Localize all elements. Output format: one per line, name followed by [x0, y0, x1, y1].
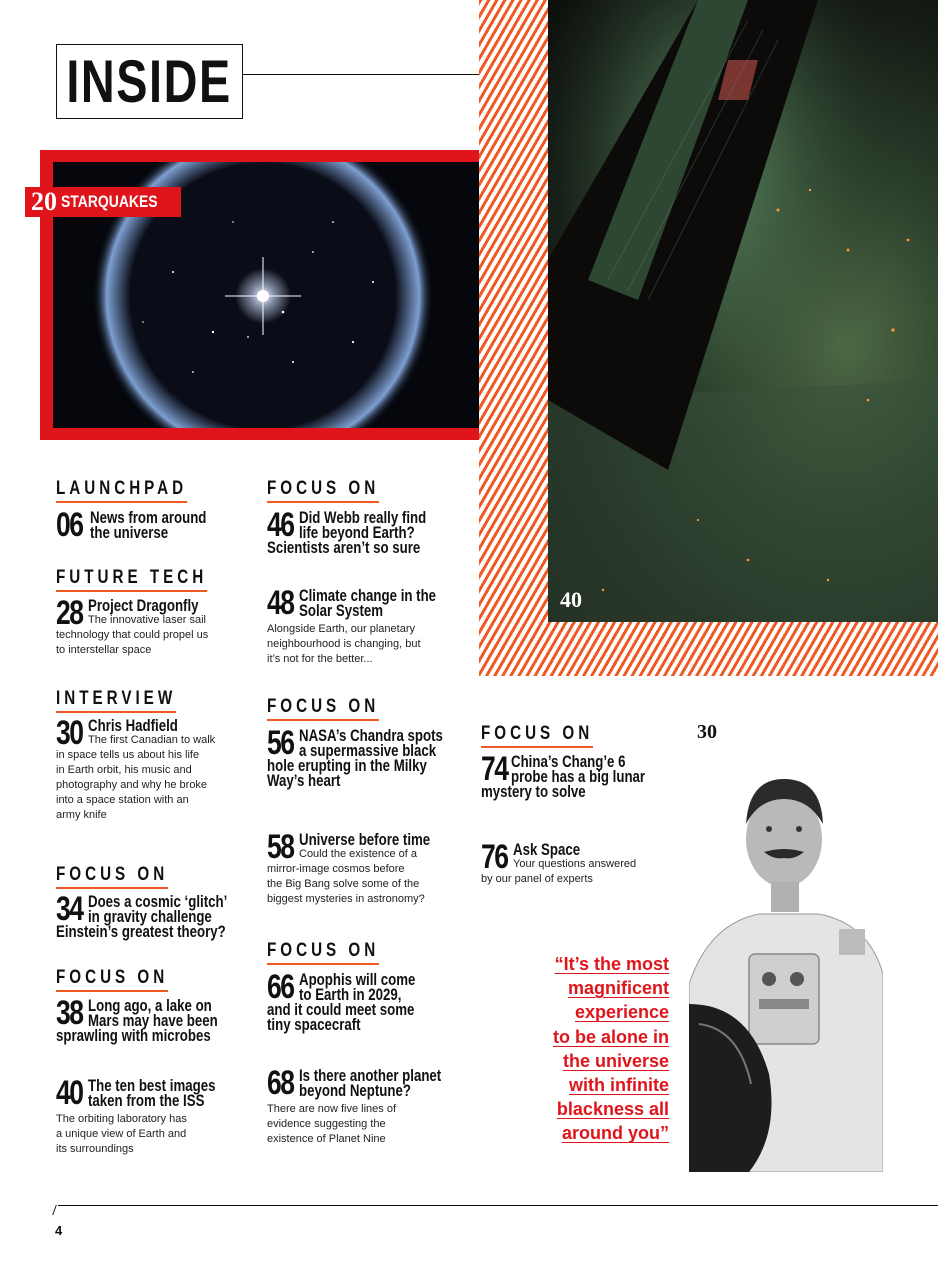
focus56-entry[interactable] [267, 724, 467, 790]
quote-line2: magnificent [567, 978, 669, 999]
item40-desc-line2: a unique view of Earth and [56, 1128, 187, 1140]
interview-desc-line6: army knife [56, 809, 107, 821]
item58-desc-line4: biggest mysteries in astronomy? [267, 893, 425, 905]
starquakes-number: 20 [31, 187, 57, 216]
launchpad-title-line2: the universe [90, 523, 169, 542]
future-tech-entry[interactable] [56, 594, 251, 658]
focus34-title-line2: in gravity challenge [88, 907, 212, 926]
item40-desc-line3: its surroundings [56, 1143, 134, 1155]
item58-desc-line3: the Big Bang solve some of the [267, 878, 420, 890]
focus66-section [267, 940, 407, 965]
launchpad-title-line1: News from around [90, 508, 207, 527]
interview-section [56, 688, 206, 713]
focus66-entry[interactable] [267, 968, 467, 1034]
quote-line8: around you” [562, 1123, 669, 1144]
item40-number: 40 [56, 1074, 83, 1112]
focus38-entry[interactable] [56, 994, 256, 1045]
pull-quote [503, 952, 669, 1146]
item68-title-line2: beyond Neptune? [299, 1081, 411, 1100]
focus56-heading: FOCUS ON [267, 696, 379, 721]
quote-line1: “It’s the most [554, 954, 669, 974]
focus66-title-line3: and it could meet some [267, 1000, 415, 1019]
focus74-title-line1: China’s Chang’e 6 [511, 752, 626, 771]
item58-number: 58 [267, 828, 294, 866]
interview-entry[interactable] [56, 714, 251, 823]
focus74-heading: FOCUS ON [481, 723, 593, 748]
focus74-title-line3: mystery to solve [481, 782, 586, 801]
interview-heading: INTERVIEW [56, 688, 176, 713]
interview-desc-line2: in space tells us about his life [56, 749, 200, 761]
iss-page-number: 40 [560, 587, 582, 612]
focus66-number: 66 [267, 968, 294, 1006]
item58-title: Universe before time [299, 830, 431, 849]
item48-entry[interactable] [267, 584, 467, 667]
focus56-title-line1: NASA’s Chandra spots [299, 726, 443, 745]
focus38-section [56, 967, 196, 992]
future-tech-desc-line1: The innovative laser sail [88, 614, 207, 626]
focus34-heading: FOCUS ON [56, 864, 168, 889]
item68-desc-line1: There are now five lines of [267, 1103, 397, 1115]
focus46-number: 46 [267, 506, 294, 544]
focus34-title-line1: Does a cosmic ‘glitch’ [88, 892, 228, 911]
starquakes-tag[interactable] [25, 187, 181, 217]
item48-title-line2: Solar System [299, 601, 384, 620]
interview-desc-line4: photography and why he broke [56, 779, 208, 791]
item68-entry[interactable] [267, 1064, 467, 1147]
focus74-entry[interactable] [481, 750, 671, 801]
item40-title-line1: The ten best images [88, 1076, 216, 1095]
focus66-heading: FOCUS ON [267, 940, 379, 965]
focus38-heading: FOCUS ON [56, 967, 168, 992]
item58-desc-line2: mirror-image cosmos before [267, 863, 405, 875]
focus38-title-line3: sprawling with microbes [56, 1026, 211, 1045]
item76-number: 76 [481, 838, 508, 876]
focus34-section [56, 864, 196, 889]
future-tech-section [56, 567, 245, 592]
focus38-number: 38 [56, 994, 83, 1032]
launchpad-number: 06 [56, 506, 83, 544]
focus66-title-line4: tiny spacecraft [267, 1015, 361, 1034]
page-title: INSIDE [66, 47, 233, 115]
astronaut-page-number: 30 [697, 721, 717, 743]
future-tech-desc-line2: technology that could propel us [56, 629, 209, 641]
item76-title: Ask Space [513, 840, 581, 859]
item58-entry[interactable] [267, 828, 467, 907]
item48-desc-line3: it’s not for the better... [267, 653, 373, 665]
item48-title-line1: Climate change in the [299, 586, 437, 605]
item68-title-line1: Is there another planet [299, 1066, 442, 1085]
launchpad-section [56, 478, 220, 503]
page-title-box [56, 44, 243, 119]
footer-tick [52, 1205, 57, 1215]
item76-entry[interactable] [481, 838, 671, 887]
future-tech-number: 28 [56, 594, 83, 632]
focus46-entry[interactable] [267, 506, 467, 557]
quote-line6: with infinite [569, 1075, 669, 1096]
item76-desc-line2: by our panel of experts [481, 873, 593, 885]
focus56-section [267, 696, 407, 721]
launchpad-entry[interactable] [56, 506, 256, 544]
focus34-number: 34 [56, 890, 83, 928]
focus56-number: 56 [267, 724, 294, 762]
iss-photo[interactable] [548, 0, 938, 622]
item40-entry[interactable] [56, 1074, 256, 1157]
focus66-title-line1: Apophis will come [299, 970, 416, 989]
focus56-title-line3: hole erupting in the Milky [267, 756, 427, 775]
focus34-title-line3: Einstein’s greatest theory? [56, 922, 226, 941]
item40-desc-line1: The orbiting laboratory has [56, 1113, 187, 1125]
item76-desc-line1: Your questions answered [513, 858, 637, 870]
item48-number: 48 [267, 584, 294, 622]
focus56-title-line4: Way’s heart [267, 771, 341, 790]
interview-number: 30 [56, 714, 83, 752]
focus74-section [481, 723, 621, 748]
future-tech-heading: FUTURE TECH [56, 567, 207, 592]
interview-desc-line5: into a space station with an [56, 794, 189, 806]
focus46-title-line1: Did Webb really find [299, 508, 427, 527]
focus34-entry[interactable] [56, 890, 256, 941]
focus74-number: 74 [481, 750, 508, 788]
item68-desc-line3: existence of Planet Nine [267, 1133, 386, 1145]
quote-line4: to be alone in [552, 1026, 669, 1047]
focus46-heading: FOCUS ON [267, 478, 379, 503]
focus66-title-line2: to Earth in 2029, [299, 985, 402, 1004]
focus46-title-line2: life beyond Earth? [299, 523, 415, 542]
interview-desc-line1: The first Canadian to walk [88, 734, 216, 746]
focus46-title-line3: Scientists aren’t so sure [267, 538, 421, 557]
quote-line3: experience [574, 1002, 669, 1023]
item48-desc-line2: neighbourhood is changing, but [267, 638, 421, 650]
item48-desc-line1: Alongside Earth, our planetary [267, 623, 415, 635]
footer-rule [58, 1205, 938, 1206]
item40-title-line2: taken from the ISS [88, 1091, 205, 1110]
item68-number: 68 [267, 1064, 294, 1102]
focus74-title-line2: probe has a big lunar [511, 767, 646, 786]
focus38-title-line1: Long ago, a lake on [88, 996, 212, 1015]
interview-title: Chris Hadfield [88, 716, 178, 735]
future-tech-desc-line3: to interstellar space [56, 644, 152, 656]
item58-desc-line1: Could the existence of a [299, 848, 418, 860]
quote-line7: blackness all [556, 1099, 669, 1120]
quote-line5: the universe [562, 1050, 669, 1071]
focus46-section [267, 478, 407, 503]
page-number: 4 [55, 1223, 63, 1238]
starquakes-title: STARQUAKES [61, 192, 158, 211]
astronaut-photo[interactable] [689, 754, 883, 1172]
item68-desc-line2: evidence suggesting the [267, 1118, 386, 1130]
interview-desc-line3: in Earth orbit, his music and [56, 764, 192, 776]
launchpad-heading: LAUNCHPAD [56, 478, 187, 503]
future-tech-title: Project Dragonfly [88, 596, 199, 615]
focus38-title-line2: Mars may have been [88, 1011, 218, 1030]
focus56-title-line2: a supermassive black [299, 741, 437, 760]
